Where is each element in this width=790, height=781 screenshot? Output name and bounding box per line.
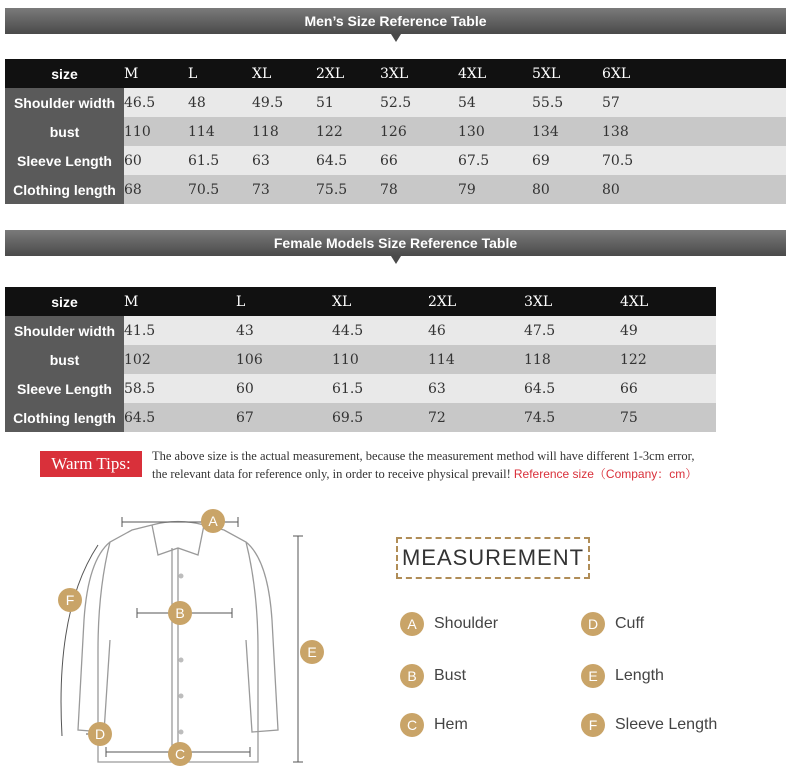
size-header-cell: 2XL xyxy=(428,287,524,316)
size-header-cell: M xyxy=(124,287,236,316)
table-cell: 134 xyxy=(532,117,602,146)
table-cell: 74.5 xyxy=(524,403,620,432)
title-pointer xyxy=(391,256,401,264)
legend-label: Cuff xyxy=(615,615,645,632)
men-size-table xyxy=(5,59,786,204)
size-header-cell: 4XL xyxy=(620,287,716,316)
size-header-cell: 3XL xyxy=(524,287,620,316)
diagram-marker-d: D xyxy=(88,722,112,746)
table-cell: 110 xyxy=(124,117,188,146)
legend-label: Length xyxy=(615,667,664,684)
table-cell: 114 xyxy=(188,117,252,146)
table-cell: 41.5 xyxy=(124,316,236,345)
table-cell: 67.5 xyxy=(458,146,532,175)
table-cell: 69.5 xyxy=(332,403,428,432)
size-header-cell: 2XL xyxy=(316,59,380,88)
table-cell: 80 xyxy=(602,175,786,204)
size-header-cell: 4XL xyxy=(458,59,532,88)
table-cell: 54 xyxy=(458,88,532,117)
table-cell: 64.5 xyxy=(316,146,380,175)
table-cell: 49 xyxy=(620,316,716,345)
table-cell: 75.5 xyxy=(316,175,380,204)
row-label: Shoulder width xyxy=(5,88,124,117)
table-cell: 69 xyxy=(532,146,602,175)
table-cell: 79 xyxy=(458,175,532,204)
table-cell: 57 xyxy=(602,88,786,117)
table-cell: 68 xyxy=(124,175,188,204)
row-label: Shoulder width xyxy=(5,316,124,345)
diagram-marker-f: F xyxy=(58,588,82,612)
table-cell: 114 xyxy=(428,345,524,374)
table-cell: 61.5 xyxy=(188,146,252,175)
table-cell: 49.5 xyxy=(252,88,316,117)
table-cell: 80 xyxy=(532,175,602,204)
row-label: bust xyxy=(5,345,124,374)
table-cell: 102 xyxy=(124,345,236,374)
size-header-cell: L xyxy=(188,59,252,88)
warm-tips-line-2-text: the relevant data for reference only, in order to receive physical prevail! xyxy=(152,467,511,481)
table-row xyxy=(5,403,786,432)
table-cell: 122 xyxy=(316,117,380,146)
table-row xyxy=(5,117,786,146)
women-table-title-bar xyxy=(5,230,786,256)
table-cell: 66 xyxy=(620,374,716,403)
size-header-cell: M xyxy=(124,59,188,88)
table-cell: 46.5 xyxy=(124,88,188,117)
legend-item-e xyxy=(581,664,664,688)
table-cell: 51 xyxy=(316,88,380,117)
legend-letter-badge: B xyxy=(400,664,424,688)
row-label: Sleeve Length xyxy=(5,374,124,403)
table-cell: 73 xyxy=(252,175,316,204)
table-cell: 60 xyxy=(124,146,188,175)
diagram-marker-c: C xyxy=(168,742,192,766)
size-header-cell: 5XL xyxy=(532,59,602,88)
table-cell: 70.5 xyxy=(188,175,252,204)
table-row xyxy=(5,88,786,117)
row-label: Clothing length xyxy=(5,403,124,432)
size-header-cell: XL xyxy=(332,287,428,316)
table-cell: 47.5 xyxy=(524,316,620,345)
legend-item-c xyxy=(400,713,468,737)
table-row xyxy=(5,345,786,374)
legend-letter-badge: F xyxy=(581,713,605,737)
size-header-cell: 6XL xyxy=(602,59,786,88)
row-label: Sleeve Length xyxy=(5,146,124,175)
reference-size-note: Reference size（Company：cm） xyxy=(513,467,698,481)
size-header-label: size xyxy=(5,287,124,316)
table-cell: 58.5 xyxy=(124,374,236,403)
table-cell: 46 xyxy=(428,316,524,345)
legend-item-b xyxy=(400,664,466,688)
table-cell: 106 xyxy=(236,345,332,374)
diagram-marker-b: B xyxy=(168,601,192,625)
legend-label: Hem xyxy=(434,716,468,733)
size-header-cell: L xyxy=(236,287,332,316)
table-cell: 122 xyxy=(620,345,716,374)
table-cell: 75 xyxy=(620,403,716,432)
table-cell: 126 xyxy=(380,117,458,146)
legend-label: Bust xyxy=(434,667,467,684)
warm-tips xyxy=(40,449,780,489)
shirt-buttons xyxy=(179,574,184,735)
warm-tips-badge: Warm Tips: xyxy=(40,451,142,477)
table-cell: 61.5 xyxy=(332,374,428,403)
table-cell: 78 xyxy=(380,175,458,204)
table-cell: 60 xyxy=(236,374,332,403)
table-cell: 55.5 xyxy=(532,88,602,117)
table-cell: 138 xyxy=(602,117,786,146)
size-header-row xyxy=(5,287,786,316)
size-header-row xyxy=(5,59,786,88)
legend-item-f xyxy=(581,713,717,737)
table-cell: 43 xyxy=(236,316,332,345)
table-row xyxy=(5,175,786,204)
table-cell: 67 xyxy=(236,403,332,432)
legend-item-a xyxy=(400,612,498,636)
table-cell: 63 xyxy=(428,374,524,403)
warm-tips-line-1: The above size is the actual measurement, because the measurement method will have different 1-3cm error, xyxy=(152,449,695,463)
legend-item-d xyxy=(581,612,644,636)
shirt-measurement-diagram xyxy=(40,500,310,781)
table-cell: 70.5 xyxy=(602,146,786,175)
table-cell: 63 xyxy=(252,146,316,175)
row-label: Clothing length xyxy=(5,175,124,204)
table-cell: 110 xyxy=(332,345,428,374)
size-header-cell: 3XL xyxy=(380,59,458,88)
women-table-title: Female Models Size Reference Table xyxy=(273,235,518,251)
table-cell: 118 xyxy=(252,117,316,146)
legend-letter-badge: A xyxy=(400,612,424,636)
legend-letter-badge: D xyxy=(581,612,605,636)
table-cell: 64.5 xyxy=(124,403,236,432)
legend-letter-badge: C xyxy=(400,713,424,737)
row-label: bust xyxy=(5,117,124,146)
men-table-title: Men’s Size Reference Table xyxy=(304,13,487,29)
measurement-title: MEASUREMENT xyxy=(396,537,590,579)
table-row xyxy=(5,146,786,175)
table-cell: 118 xyxy=(524,345,620,374)
table-cell: 64.5 xyxy=(524,374,620,403)
table-cell: 48 xyxy=(188,88,252,117)
warm-tips-line-2 xyxy=(152,465,697,482)
diagram-marker-e: E xyxy=(300,640,324,664)
table-cell: 72 xyxy=(428,403,524,432)
size-header-label: size xyxy=(5,59,124,88)
table-cell: 44.5 xyxy=(332,316,428,345)
women-size-table xyxy=(5,287,786,432)
men-table-title-bar xyxy=(5,8,786,34)
table-cell: 66 xyxy=(380,146,458,175)
legend-letter-badge: E xyxy=(581,664,605,688)
table-row xyxy=(5,316,786,345)
legend-label: Shoulder xyxy=(434,615,499,632)
legend-label: Sleeve Length xyxy=(615,716,718,733)
diagram-marker-a: A xyxy=(201,509,225,533)
table-cell: 52.5 xyxy=(380,88,458,117)
table-cell: 130 xyxy=(458,117,532,146)
table-row xyxy=(5,374,786,403)
size-header-cell: XL xyxy=(252,59,316,88)
title-pointer xyxy=(391,34,401,42)
